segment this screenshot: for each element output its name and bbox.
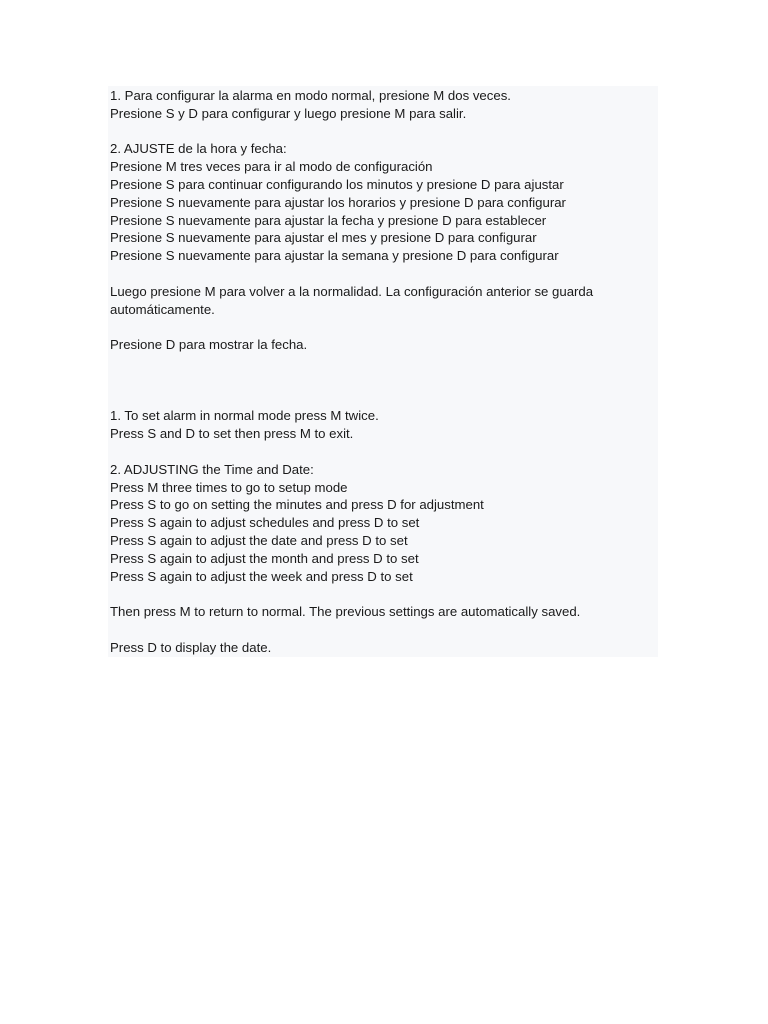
es-adjust-heading: 2. AJUSTE de la hora y fecha:: [110, 141, 287, 157]
es-adjust-step: Presione S nuevamente para ajustar la semana y presione D para configurar: [110, 248, 559, 264]
instructions-text-block: [108, 86, 658, 657]
es-adjust-step: Presione S para continuar configurando los minutos y presione D para ajustar: [110, 176, 564, 192]
es-return-note-line-2: automáticamente.: [110, 301, 215, 317]
es-display-note: Presione D para mostrar la fecha.: [110, 337, 308, 353]
en-adjust-step: Press S again to adjust the date and press D to set: [110, 532, 408, 548]
en-alarm-step-1: 1. To set alarm in normal mode press M twice.: [110, 408, 379, 424]
spacer: [110, 318, 658, 336]
en-adjust-step: Press M three times to go to setup mode: [110, 479, 348, 495]
en-display-note: Press D to display the date.: [110, 639, 272, 655]
spacer: [110, 354, 658, 407]
en-adjust-step: Press S to go on setting the minutes and press D for adjustment: [110, 497, 484, 513]
en-return-note: Then press M to return to normal. The previous settings are automatically saved.: [110, 604, 581, 620]
es-alarm-step-1: 1. Para configurar la alarma en modo normal, presione M dos veces.: [110, 88, 511, 103]
spacer: [110, 123, 658, 141]
spacer: [110, 265, 658, 283]
en-adjust-step: Press S again to adjust the week and press D to set: [110, 568, 413, 584]
es-return-note-line-1: Luego presione M para volver a la normalidad. La configuración anterior se guarda: [110, 283, 594, 299]
en-adjust-step: Press S again to adjust the month and press D to set: [110, 550, 419, 566]
es-adjust-step: Presione M tres veces para ir al modo de configuración: [110, 159, 433, 175]
en-adjust-heading: 2. ADJUSTING the Time and Date:: [110, 461, 314, 477]
es-adjust-step: Presione S nuevamente para ajustar la fecha y presione D para establecer: [110, 212, 547, 228]
spacer: [110, 443, 658, 461]
es-adjust-step: Presione S nuevamente para ajustar los horarios y presione D para configurar: [110, 194, 566, 210]
spacer: [110, 621, 658, 639]
es-adjust-step: Presione S nuevamente para ajustar el mes y presione D para configurar: [110, 230, 537, 246]
en-adjust-step: Press S again to adjust schedules and press D to set: [110, 515, 420, 531]
es-alarm-step-2: Presione S y D para configurar y luego presione M para salir.: [110, 105, 467, 121]
en-alarm-step-2: Press S and D to set then press M to exit.: [110, 426, 354, 442]
spacer: [110, 585, 658, 603]
